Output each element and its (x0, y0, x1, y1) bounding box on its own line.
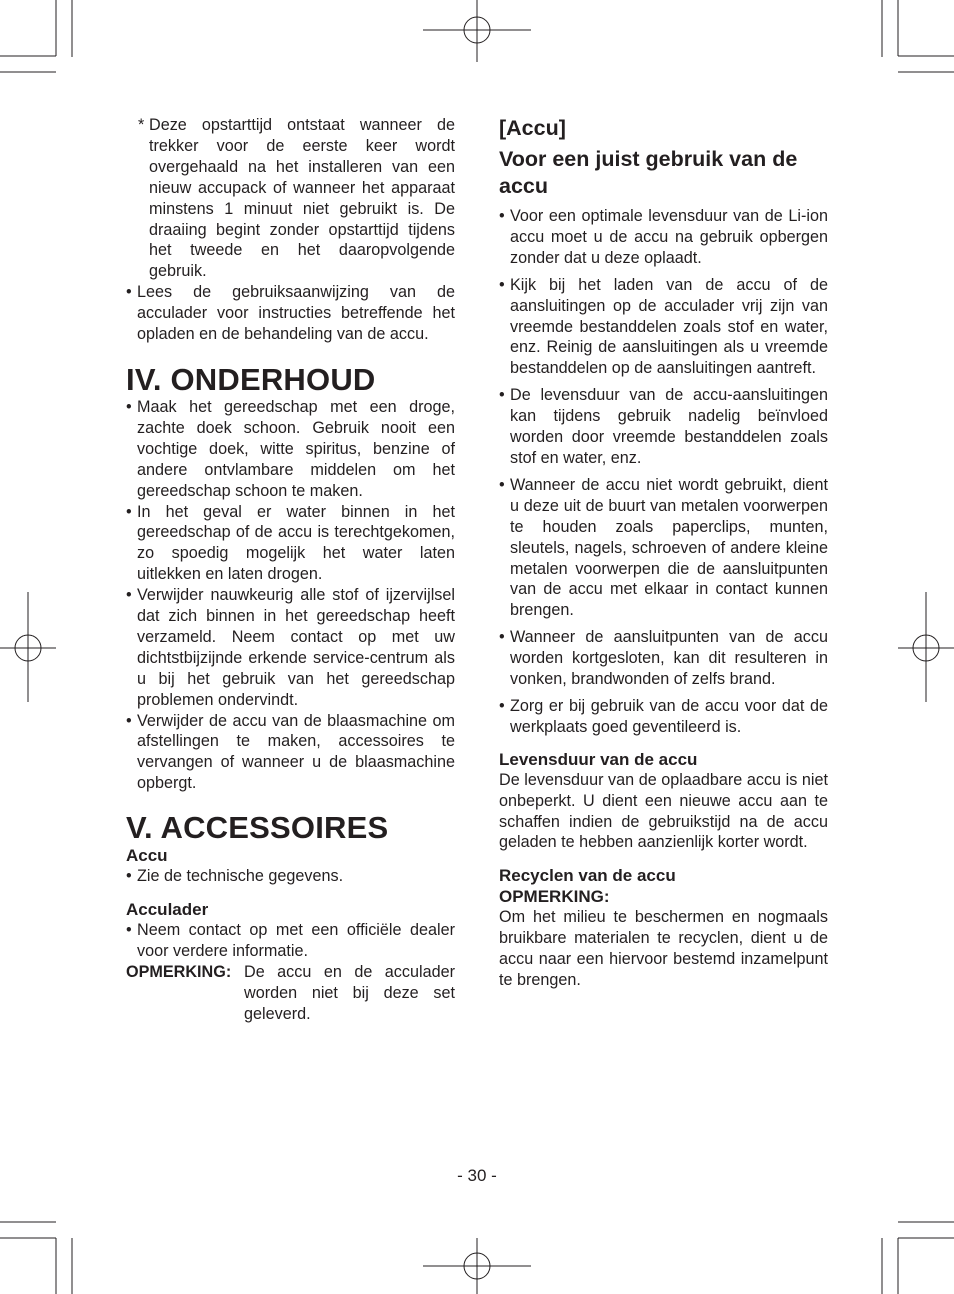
battery-use-bullet-2: • Kijk bij het laden van de accu of de aansluitingen op de acculader vrij zijn van vreemde bestanddelen zoals stof en water, enz. Reinig de aansluitingen als u vreemde bestanddelen op de aansluitingen aantreft. (499, 275, 828, 380)
battery-use-bullet-5: • Wanneer de aansluitpunten van de accu worden kortgesloten, kan dit resulteren in vonken, brandwonden of zelfs brand. (499, 627, 828, 690)
right-column (499, 115, 828, 991)
startup-time-footnote: * Deze opstarttijd ontstaat wanneer de trekker voor de eerste keer wordt overgehaald na het installeren van een nieuw accupack of wanneer het apparaat minstens 1 minuut niet gebruikt is. De draaiing begint zonder opstarttijd tijdens het tweede en het daaropvolgende gebruik. (126, 115, 455, 282)
battery-use-bullet-6: • Zorg er bij gebruik van de accu voor dat de werkplaats goed geventileerd is. (499, 696, 828, 738)
battery-section-tag: [Accu] (499, 116, 566, 140)
page-number: - 30 - (457, 1166, 497, 1185)
battery-use-bullet-1: • Voor een optimale levensduur van de Li-ion accu moet u de accu na gebruik opbergen zonder dat u deze oplaadt. (499, 206, 828, 269)
battery-life-text: De levensduur van de oplaadbare accu is niet onbeperkt. U dient een nieuwe accu aan te schaffen indien de gebruikstijd na de accu geladen te hebben aanzienlijk korter wordt. (499, 770, 828, 852)
battery-use-bullet-4: • Wanneer de accu niet wordt gebruikt, dient u deze uit de buurt van metalen voorwerpen te houden zoals paperclips, munten, sleutels, nagels, schroeven of andere kleine metalen voorwerpen die de aansluitpunten van de accu met elkaar in contact kunnen brengen. (499, 475, 828, 621)
accessories-note (126, 962, 455, 1025)
battery-use-bullet-3: • De levensduur van de accu-aansluitingen kan tijdens gebruik nadelig beïnvloed worden door vreemde bestanddelen zoals stof en water, enz. (499, 385, 828, 469)
maintenance-heading: IV. ONDERHOUD (126, 361, 376, 397)
battery-bullet: • Zie de technische gegevens. (126, 866, 455, 887)
charger-subheading: Acculader (126, 900, 209, 920)
left-column (126, 115, 455, 1025)
maintenance-bullet-4: • Verwijder de accu van de blaasmachine om afstellingen te maken, accessoires te vervangen of wanneer u de blaasmachine opbergt. (126, 711, 455, 795)
note-text: De accu en de acculader worden niet bij deze set geleverd. (244, 962, 455, 1023)
recycling-text: Om het milieu te beschermen en nogmaals bruikbare materialen te recyclen, dient u de accu naar een hiervoor bestemd inzamelpunt te brengen. (499, 908, 828, 990)
charger-manual-bullet: • Lees de gebruiksaanwijzing van de acculader voor instructies betreffende het opladen en de behandeling van de accu. (126, 282, 455, 345)
battery-subheading: Accu (126, 846, 168, 866)
recycling-note-label: OPMERKING: (499, 887, 610, 907)
maintenance-bullet-2: • In het geval er water binnen in het gereedschap of de accu is terechtgekomen, zo spoedig mogelijk het water laten uitlekken en laten drogen. (126, 502, 455, 586)
charger-bullet: • Neem contact op met een officiële dealer voor verdere informatie. (126, 920, 455, 962)
accessories-heading: V. ACCESSOIRES (126, 810, 389, 846)
recycling-heading: Recyclen van de accu (499, 866, 676, 886)
battery-use-heading: Voor een juist gebruik van de accu (499, 147, 798, 198)
battery-life-heading: Levensduur van de accu (499, 749, 698, 769)
maintenance-bullet-1: • Maak het gereedschap met een droge, zachte doek schoon. Gebruik nooit een vochtige doek, witte spiritus, benzine of andere ontvlambare middelen om het gereedschap schoon te maken. (126, 397, 455, 502)
note-label: OPMERKING: (126, 962, 232, 981)
maintenance-bullet-3: • Verwijder nauwkeurig alle stof of ijzervijlsel dat zich binnen in het gereedschap heeft verzameld. Neem contact op met uw dichtstbijzijnde erkende service-centrum als u bij het gebruik van het gereedschap problemen ondervindt. (126, 585, 455, 710)
